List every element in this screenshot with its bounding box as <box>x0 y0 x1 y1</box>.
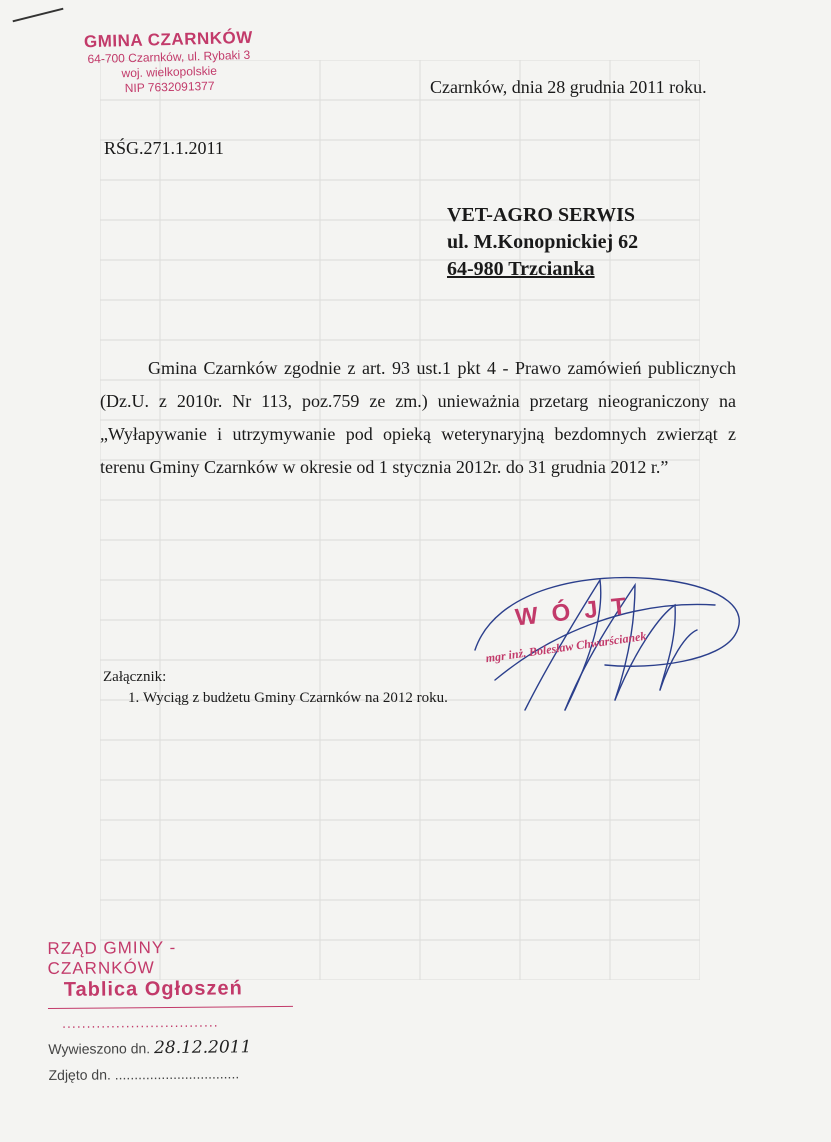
notice-office-name: RZĄD GMINY - CZARNKÓW <box>47 937 177 979</box>
pen-mark <box>13 8 64 23</box>
notice-board-title: Tablica Ogłoszeń <box>63 977 243 1001</box>
stamp-address: 64-700 Czarnków, ul. Rybaki 3 <box>87 47 251 67</box>
signature-title-stamp: WÓJT <box>513 591 642 632</box>
recipient-address <box>447 202 638 283</box>
reference-number: RŚG.271.1.2011 <box>104 138 224 158</box>
letter-date: Czarnków, dnia 28 grudnia 2011 roku. <box>430 77 707 97</box>
attachment-section <box>103 668 448 708</box>
show-through-table <box>100 60 700 980</box>
attachment-list <box>103 689 448 708</box>
removed-label: Zdjęto dn. <box>48 1066 111 1084</box>
recipient-name: VET-AGRO SERWIS <box>447 204 636 226</box>
stamp-dotted-line: ................................ <box>62 1013 219 1031</box>
recipient-city: 64-980 Trzcianka <box>447 258 595 280</box>
notice-board-stamp <box>47 937 288 1083</box>
signature-block <box>465 560 755 720</box>
signature-name-stamp: mgr inż. Bolesław Chwarścianek <box>484 628 648 666</box>
posted-label: Wywieszono dn. <box>48 1040 151 1058</box>
removed-date-row <box>48 1065 288 1083</box>
removed-date-dots: ................................ <box>114 1065 240 1083</box>
attachment-item: 1. Wyciąg z budżetu Gminy Czarnków na 2012 roku. <box>143 689 448 708</box>
letterhead-stamp <box>73 28 265 98</box>
stamp-nip: NIP 7632091377 <box>124 78 215 96</box>
posted-date-handwritten: 28.12.2011 <box>153 1037 252 1059</box>
stamp-divider <box>48 1006 293 1009</box>
stamp-municipality-name: GMINA CZARNKÓW <box>83 27 254 52</box>
stamp-region: woj. wielkopolskie <box>121 63 218 81</box>
posted-date-row <box>48 1037 288 1059</box>
recipient-street: ul. M.Konopnickiej 62 <box>447 231 639 253</box>
attachment-label: Załącznik: <box>103 669 167 685</box>
letter-body: Gmina Czarnków zgodnie z art. 93 ust.1 pkt 4 - Prawo zamówień publicznych (Dz.U. z 2010r. Nr 113, poz.759 ze zm.) unieważnia przetarg nieograniczony na „Wyłapywanie i utrzymywanie pod opieką weterynaryjną bezdomnych zwierząt z terenu Gminy Czarnków w okresie od 1 stycznia 2012r. do 31 grudnia 2012 r.” <box>100 358 736 477</box>
